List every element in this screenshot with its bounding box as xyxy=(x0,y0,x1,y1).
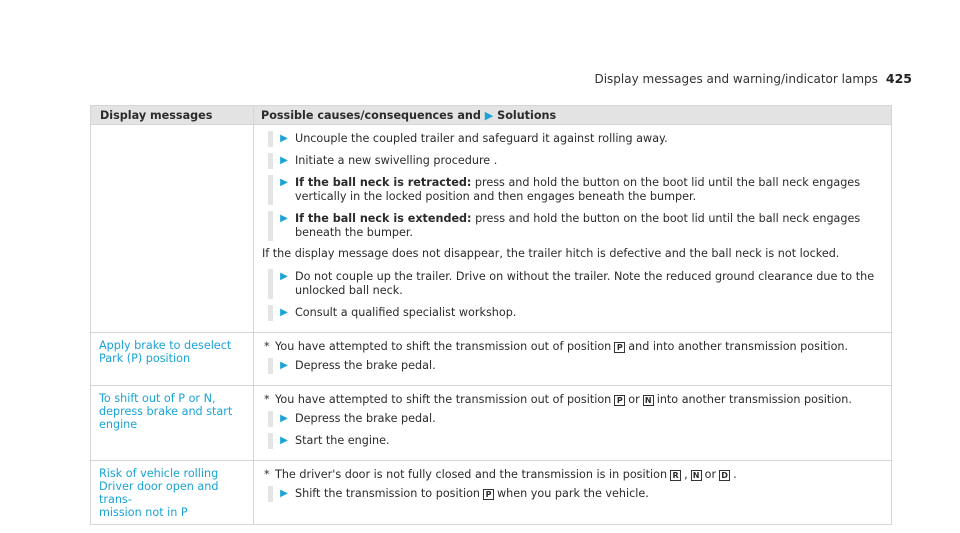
note-text: If the display message does not disappear, the trailer hitch is defective and the ball neck is not locked. xyxy=(262,247,840,260)
solution-step xyxy=(268,486,883,502)
message-cell xyxy=(91,333,254,386)
solution-step xyxy=(268,411,883,427)
step-condition: If the ball neck is extended: xyxy=(295,212,472,225)
cause-text-part: or xyxy=(704,468,717,481)
asterisk: * xyxy=(264,468,270,481)
message-line: mission not in P xyxy=(99,506,188,519)
step-text: Initiate a new swivelling procedure . xyxy=(295,154,498,167)
play-triangle-icon: ▶ xyxy=(280,488,288,499)
cause-text-part: , xyxy=(684,468,688,481)
cause-text xyxy=(262,468,883,482)
message-line: Park (P) position xyxy=(99,352,191,365)
display-messages-table xyxy=(90,105,892,525)
cause-text-part: The driver's door is not fully closed and the transmission is in position xyxy=(275,468,668,481)
step-detail: press and hold the button on the boot lid until the ball neck engages beneath the bumper. xyxy=(295,212,861,239)
table-row xyxy=(91,461,892,525)
step-text: Do not couple up the trailer. Drive on without the trailer. Note the reduced ground clearance due to the unlocked ball neck. xyxy=(295,270,875,297)
step-text: Consult a qualified specialist workshop. xyxy=(295,306,517,319)
message-cell xyxy=(91,461,254,525)
page-number: 425 xyxy=(885,71,912,86)
col-header-causes xyxy=(254,106,892,125)
cause-text xyxy=(262,340,883,354)
step-text: Depress the brake pedal. xyxy=(295,359,436,372)
col-header-solutions-label: Solutions xyxy=(497,108,557,122)
step-text: Start the engine. xyxy=(295,434,390,447)
solution-step xyxy=(268,433,883,449)
step-text-part: Shift the transmission to position xyxy=(295,487,481,500)
col-header-display-messages: Display messages xyxy=(91,106,254,125)
play-triangle-icon: ▶ xyxy=(280,177,288,188)
gear-p-symbol: P xyxy=(483,489,494,500)
step-text-part: when you park the vehicle. xyxy=(497,487,649,500)
solution-step xyxy=(268,131,883,147)
cause-text-part: into another transmission position. xyxy=(656,393,852,406)
asterisk: * xyxy=(264,340,270,353)
step-text xyxy=(295,176,883,204)
solution-step xyxy=(268,175,883,205)
play-triangle-icon: ▶ xyxy=(280,213,288,224)
solution-step xyxy=(268,211,883,241)
message-line: depress brake and start xyxy=(99,405,233,418)
gear-p-symbol: P xyxy=(614,395,625,406)
cause-text-part: . xyxy=(733,468,737,481)
solution-step xyxy=(268,269,883,299)
play-triangle-icon: ▶ xyxy=(280,271,288,282)
play-triangle-icon: ▶ xyxy=(280,413,288,424)
table-header-row xyxy=(91,106,892,125)
message-line: Driver door open and trans- xyxy=(99,480,219,506)
step-detail: press and hold the button on the boot lid until the ball neck engages vertically in the locked position and then engages beneath the bumper. xyxy=(295,176,861,203)
gear-n-symbol: N xyxy=(691,470,702,481)
play-triangle-icon: ▶ xyxy=(280,133,288,144)
table-row xyxy=(91,333,892,386)
cause-text-part: You have attempted to shift the transmission out of position xyxy=(275,393,612,406)
page-header xyxy=(594,71,912,86)
table-row xyxy=(91,386,892,461)
solution-step xyxy=(268,305,883,321)
cause-text-part: You have attempted to shift the transmission out of position xyxy=(275,340,612,353)
solution-cell xyxy=(254,386,892,461)
solution-step xyxy=(268,358,883,374)
cause-text xyxy=(262,393,883,407)
cause-text-part: and into another transmission position. xyxy=(628,340,849,353)
message-cell xyxy=(91,386,254,461)
step-condition: If the ball neck is retracted: xyxy=(295,176,472,189)
gear-n-symbol: N xyxy=(643,395,654,406)
play-triangle-icon: ▶ xyxy=(280,155,288,166)
section-title: Display messages and warning/indicator lamps xyxy=(594,72,878,86)
solution-cell xyxy=(254,333,892,386)
gear-p-symbol: P xyxy=(614,342,625,353)
solution-cell xyxy=(254,125,892,333)
step-text: Uncouple the coupled trailer and safeguard it against rolling away. xyxy=(295,132,668,145)
play-triangle-icon: ▶ xyxy=(280,307,288,318)
step-text xyxy=(295,212,883,240)
solution-cell xyxy=(254,461,892,525)
message-line: engine xyxy=(99,418,138,431)
play-triangle-icon: ▶ xyxy=(484,108,494,122)
play-triangle-icon: ▶ xyxy=(280,435,288,446)
message-line: Risk of vehicle rolling xyxy=(99,467,219,480)
play-triangle-icon: ▶ xyxy=(280,360,288,371)
step-text xyxy=(295,487,883,501)
cause-text-part: or xyxy=(628,393,640,406)
gear-d-symbol: D xyxy=(719,470,730,481)
solution-step xyxy=(268,153,883,169)
asterisk: * xyxy=(264,393,270,406)
col-header-causes-label: Possible causes/consequences and xyxy=(261,108,481,122)
message-line: Apply brake to deselect xyxy=(99,339,232,352)
message-cell-empty xyxy=(91,125,254,333)
gear-r-symbol: R xyxy=(670,470,681,481)
message-line: To shift out of P or N, xyxy=(99,392,216,405)
table-row xyxy=(91,125,892,333)
step-text: Depress the brake pedal. xyxy=(295,412,436,425)
